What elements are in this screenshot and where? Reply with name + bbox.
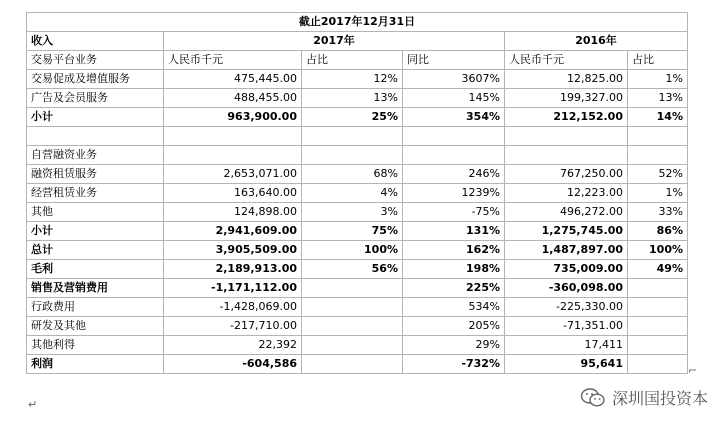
cell-label: [27, 127, 164, 146]
table-row: [27, 51, 688, 70]
cell-share-2016: [628, 355, 688, 374]
cell-share-2016: 86%: [628, 222, 688, 241]
cell-share-2016: 13%: [628, 89, 688, 108]
cell-label: 小计: [27, 222, 164, 241]
cell-rmb-2017: [164, 146, 302, 165]
cell-yoy: 198%: [403, 260, 505, 279]
table-row: [27, 260, 688, 279]
cell-rmb-2017: 3,905,509.00: [164, 241, 302, 260]
cell-label: 毛利: [27, 260, 164, 279]
cell-rmb-2016: 212,152.00: [505, 108, 628, 127]
table-row: [27, 89, 688, 108]
cell-share-2016: 1%: [628, 70, 688, 89]
watermark: [580, 386, 708, 409]
cell-yoy: 3607%: [403, 70, 505, 89]
cell-label: 交易平台业务: [27, 51, 164, 70]
table-row: [27, 279, 688, 298]
cell-label: 行政费用: [27, 298, 164, 317]
table-row: [27, 108, 688, 127]
table-row: [27, 127, 688, 146]
cell-rmb-2017: -604,586: [164, 355, 302, 374]
cell-rmb-2017: 22,392: [164, 336, 302, 355]
watermark-text: 深圳国投资本: [611, 389, 708, 408]
cell-rmb-2017: 163,640.00: [164, 184, 302, 203]
cell-label: 自营融资业务: [27, 146, 164, 165]
table-row: [27, 336, 688, 355]
cell-share-2017: [302, 146, 403, 165]
cell-rmb-2016: 767,250.00: [505, 165, 628, 184]
cell-share-2016: 100%: [628, 241, 688, 260]
cell-rmb-2016: 12,223.00: [505, 184, 628, 203]
paragraph-mark: ↵: [28, 398, 38, 411]
cell-yoy: 145%: [403, 89, 505, 108]
cell-label: 小计: [27, 108, 164, 127]
cell-yoy: 246%: [403, 165, 505, 184]
cell-share-2016: [628, 336, 688, 355]
cell-yoy: 131%: [403, 222, 505, 241]
cell-rmb-2017: 人民币千元: [164, 51, 302, 70]
cell-rmb-2016: 95,641: [505, 355, 628, 374]
table-row: [27, 203, 688, 222]
cell-share-2017: [302, 317, 403, 336]
cell-share-2017: 4%: [302, 184, 403, 203]
cell-rmb-2017: [164, 127, 302, 146]
cell-label: 利润: [27, 355, 164, 374]
cell-yoy: 205%: [403, 317, 505, 336]
cell-yoy: 534%: [403, 298, 505, 317]
cell-share-2017: [302, 298, 403, 317]
cell-label: 其他利得: [27, 336, 164, 355]
cell-share-2016: 占比: [628, 51, 688, 70]
cell-yoy: 同比: [403, 51, 505, 70]
cell-label: 研发及其他: [27, 317, 164, 336]
cell-rmb-2017: -217,710.00: [164, 317, 302, 336]
cell-share-2017: [302, 336, 403, 355]
cell-label: 广告及会员服务: [27, 89, 164, 108]
cell-share-2017: [302, 279, 403, 298]
cell-rmb-2017: 475,445.00: [164, 70, 302, 89]
cell-label: 其他: [27, 203, 164, 222]
cell-share-2016: [628, 317, 688, 336]
header-year-2016: 2016年: [505, 32, 688, 51]
table-row: [27, 146, 688, 165]
cell-share-2016: [628, 298, 688, 317]
financial-table: [26, 12, 688, 374]
cell-label: 交易促成及增值服务: [27, 70, 164, 89]
header-income: 收入: [27, 32, 164, 51]
cell-yoy: 225%: [403, 279, 505, 298]
cell-yoy: 354%: [403, 108, 505, 127]
cell-share-2016: 33%: [628, 203, 688, 222]
cell-yoy: -75%: [403, 203, 505, 222]
cell-share-2017: 25%: [302, 108, 403, 127]
cell-rmb-2016: 1,487,897.00: [505, 241, 628, 260]
cell-rmb-2016: -360,098.00: [505, 279, 628, 298]
table-row: [27, 184, 688, 203]
cell-rmb-2017: -1,428,069.00: [164, 298, 302, 317]
table-end-mark: ⌐: [688, 364, 698, 377]
cell-share-2017: 68%: [302, 165, 403, 184]
cell-share-2017: 占比: [302, 51, 403, 70]
table-row: [27, 165, 688, 184]
cell-yoy: 1239%: [403, 184, 505, 203]
cell-label: 销售及营销费用: [27, 279, 164, 298]
header-year-2017: 2017年: [164, 32, 505, 51]
cell-rmb-2016: 496,272.00: [505, 203, 628, 222]
cell-yoy: 162%: [403, 241, 505, 260]
cell-label: 经营租赁业务: [27, 184, 164, 203]
cell-rmb-2017: 2,189,913.00: [164, 260, 302, 279]
cell-share-2016: 49%: [628, 260, 688, 279]
table-row: [27, 70, 688, 89]
cell-rmb-2017: 488,455.00: [164, 89, 302, 108]
cell-rmb-2017: -1,171,112.00: [164, 279, 302, 298]
cell-share-2016: [628, 279, 688, 298]
table-row: [27, 241, 688, 260]
cell-rmb-2017: 2,941,609.00: [164, 222, 302, 241]
cell-rmb-2017: 963,900.00: [164, 108, 302, 127]
cell-rmb-2016: 17,411: [505, 336, 628, 355]
table-header-row: [27, 32, 688, 51]
cell-rmb-2016: -71,351.00: [505, 317, 628, 336]
cell-yoy: [403, 127, 505, 146]
cell-yoy: [403, 146, 505, 165]
cell-share-2016: 1%: [628, 184, 688, 203]
cell-rmb-2016: [505, 127, 628, 146]
cell-label: 总计: [27, 241, 164, 260]
table-row: [27, 317, 688, 336]
cell-rmb-2016: 人民币千元: [505, 51, 628, 70]
cell-share-2017: [302, 127, 403, 146]
table-row: [27, 222, 688, 241]
table-title: 截止2017年12月31日: [27, 13, 688, 32]
cell-rmb-2016: 735,009.00: [505, 260, 628, 279]
cell-share-2016: 14%: [628, 108, 688, 127]
wechat-logo-icon: [580, 387, 606, 409]
cell-share-2017: [302, 355, 403, 374]
cell-rmb-2016: -225,330.00: [505, 298, 628, 317]
cell-share-2016: 52%: [628, 165, 688, 184]
cell-yoy: -732%: [403, 355, 505, 374]
cell-rmb-2016: 1,275,745.00: [505, 222, 628, 241]
cell-share-2017: 13%: [302, 89, 403, 108]
cell-share-2017: 100%: [302, 241, 403, 260]
cell-share-2017: 56%: [302, 260, 403, 279]
cell-share-2017: 75%: [302, 222, 403, 241]
cell-label: 融资租赁服务: [27, 165, 164, 184]
cell-share-2017: 3%: [302, 203, 403, 222]
cell-rmb-2017: 2,653,071.00: [164, 165, 302, 184]
cell-yoy: 29%: [403, 336, 505, 355]
cell-rmb-2016: [505, 146, 628, 165]
cell-rmb-2017: 124,898.00: [164, 203, 302, 222]
cell-share-2016: [628, 127, 688, 146]
table-row: [27, 298, 688, 317]
cell-rmb-2016: 12,825.00: [505, 70, 628, 89]
cell-share-2016: [628, 146, 688, 165]
cell-rmb-2016: 199,327.00: [505, 89, 628, 108]
table-row: [27, 355, 688, 374]
cell-share-2017: 12%: [302, 70, 403, 89]
table-title-row: [27, 13, 688, 32]
